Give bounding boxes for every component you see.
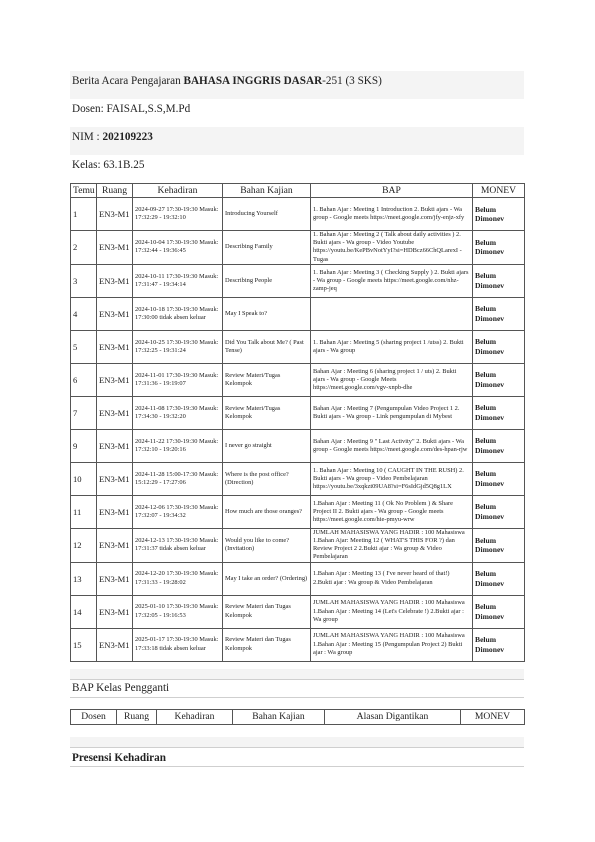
temu-cell: 10: [71, 462, 97, 495]
bahan-cell: Did You Talk about Me? ( Past Tense): [223, 330, 311, 363]
kehadiran-cell: 2024-10-11 17:30-19:30 Masuk: 17:31:47 - 19:34:14: [133, 264, 223, 297]
ruang-cell: EN3-M1: [97, 595, 133, 628]
bap-cell: 1. Bahan Ajar : Meeting 1 Introduction 2. Bukti ajars - Wa group - Google meets https://meet.google.com/jfy-enjz-xfy: [311, 198, 473, 231]
temu-cell: 15: [71, 628, 97, 661]
monev-cell: Belum Dimonev: [473, 330, 525, 363]
kehadiran-cell: 2024-12-13 17:30-19:30 Masuk: 17:31:37 tidak absen keluar: [133, 528, 223, 562]
ruang-cell: EN3-M1: [97, 264, 133, 297]
col-temu: Temu: [71, 184, 97, 198]
table-row: [71, 628, 525, 661]
dosen-line: [70, 99, 524, 127]
col-alasan-digantikan: Alasan Digantikan: [325, 710, 461, 725]
table-row: [71, 297, 525, 330]
kehadiran-cell: 2025-01-17 17:30-19:30 Masuk: 17:33:18 tidak absen keluar: [133, 628, 223, 661]
monev-cell: Belum Dimonev: [473, 595, 525, 628]
table-row: [71, 330, 525, 363]
kehadiran-cell: 2024-11-08 17:30-19:30 Masuk: 17:34:30 - 19:32:20: [133, 396, 223, 429]
monev-cell: Belum Dimonev: [473, 297, 525, 330]
section-divider: [70, 766, 524, 767]
kehadiran-cell: 2025-01-10 17:30-19:30 Masuk: 17:32:05 - 19:16:53: [133, 595, 223, 628]
monev-cell: Belum Dimonev: [473, 628, 525, 661]
bahan-cell: Where is the post office? (Direction): [223, 462, 311, 495]
kelas-label: Kelas:: [72, 159, 104, 171]
bahan-cell: Review Materi dan Tugas Kelompok: [223, 595, 311, 628]
ruang-cell: EN3-M1: [97, 396, 133, 429]
ruang-cell: EN3-M1: [97, 562, 133, 595]
bap-cell: JUMLAH MAHASISWA YANG HADIR : 100 Mahasiswa 1.Bahan Ajar : Meeting 14 (Let's Celebrate !) 2.Bukti ajar : Wa group: [311, 595, 473, 628]
temu-cell: 2: [71, 231, 97, 265]
kehadiran-cell: 2024-10-25 17:30-19:30 Masuk: 17:32:25 - 19:31:24: [133, 330, 223, 363]
bahan-cell: Introducing Yourself: [223, 198, 311, 231]
section-divider: [70, 747, 524, 748]
bap-cell: JUMLAH MAHASISWA YANG HADIR : 100 Mahasiswa 1.Bahan Ajar : Meeting 15 (Pengumpulan Project 2) Bukti ajar : Wa group: [311, 628, 473, 661]
table-row: [71, 231, 525, 265]
col-kehadiran: Kehadiran: [157, 710, 233, 725]
monev-cell: Belum Dimonev: [473, 562, 525, 595]
table-row: [71, 264, 525, 297]
col-monev: MONEV: [461, 710, 525, 725]
col-bahan-kajian: Bahan Kajian: [223, 184, 311, 198]
temu-cell: 4: [71, 297, 97, 330]
presensi-title: Presensi Kehadiran: [72, 752, 166, 764]
bap-pengganti-table: [70, 709, 525, 725]
section-divider: [70, 679, 524, 680]
monev-cell: Belum Dimonev: [473, 396, 525, 429]
bahan-cell: Describing People: [223, 264, 311, 297]
kehadiran-cell: 2024-12-06 17:30-19:30 Masuk: 17:32:07 - 19:34:32: [133, 495, 223, 528]
monev-cell: Belum Dimonev: [473, 264, 525, 297]
monev-cell: Belum Dimonev: [473, 495, 525, 528]
col-dosen: Dosen: [71, 710, 117, 725]
table-row: [71, 363, 525, 396]
ruang-cell: EN3-M1: [97, 528, 133, 562]
monev-cell: Belum Dimonev: [473, 528, 525, 562]
ruang-cell: EN3-M1: [97, 330, 133, 363]
bap-cell: 1.Bahan Ajar : Meeting 11 ( Ok No Problem ) & Share Project II 2. Bukti ajars - Wa group - Google meets https://meet.google.com/hie-pmyu-wrw: [311, 495, 473, 528]
section-divider: [70, 697, 524, 698]
bap-cell: 1. Bahan Ajar : Meeting 2 ( Talk about daily activities ) 2. Bukti ajars - Wa group - Video Youtube https://youtu.be/KePBvNotYyI?si=HDBcz66ChQLarexI - Tugas: [311, 231, 473, 265]
kehadiran-cell: 2024-09-27 17:30-19:30 Masuk: 17:32:29 - 19:32:10: [133, 198, 223, 231]
bap-cell: Bahan Ajar : Meeting 9 " Last Activity" 2. Bukti ajars - Wa group - Google meets https://meet.google.com/des-hpan-rjw: [311, 429, 473, 462]
table-row: [71, 198, 525, 231]
table-row: [71, 562, 525, 595]
bahan-cell: Review Materi/Tugas Kelompok: [223, 363, 311, 396]
col-ruang: Ruang: [97, 184, 133, 198]
kehadiran-cell: 2024-12-20 17:30-19:30 Masuk: 17:31:33 - 19:28:02: [133, 562, 223, 595]
bahan-cell: Review Materi dan Tugas Kelompok: [223, 628, 311, 661]
section-spacer: [70, 737, 524, 747]
bap-cell: JUMLAH MAHASISWA YANG HADIR : 100 Mahasiswa 1.Bahan Ajar: Meeting 12 ( WHAT'S THIS FOR ?) dan Review Project 2 2.Bukti ajar : Wa group & Video Pembelajaran: [311, 528, 473, 562]
kehadiran-cell: 2024-11-28 15:00-17:30 Masuk: 15:12:29 - 17:27:06: [133, 462, 223, 495]
table-row: [71, 429, 525, 462]
bahan-cell: Review Materi/Tugas Kelompok: [223, 396, 311, 429]
ruang-cell: EN3-M1: [97, 628, 133, 661]
kehadiran-cell: 2024-10-04 17:30-19:30 Masuk: 17:32:44 - 19:36:45: [133, 231, 223, 265]
temu-cell: 13: [71, 562, 97, 595]
monev-cell: Belum Dimonev: [473, 429, 525, 462]
ruang-cell: EN3-M1: [97, 231, 133, 265]
title-line: [70, 71, 524, 99]
temu-cell: 5: [71, 330, 97, 363]
dosen-value: FAISAL,S.S,M.Pd: [106, 103, 191, 115]
bap-table: [70, 183, 525, 662]
temu-cell: 14: [71, 595, 97, 628]
kehadiran-cell: 2024-11-22 17:30-19:30 Masuk: 17:32:10 - 19:20:16: [133, 429, 223, 462]
col-bahan-kajian: Bahan Kajian: [233, 710, 325, 725]
col-monev: MONEV: [473, 184, 525, 198]
ruang-cell: EN3-M1: [97, 363, 133, 396]
bahan-cell: Would you like to come?(Invitation): [223, 528, 311, 562]
bap-cell: 1.Bahan Ajar : Meeting 13 ( I've never heard of that!) 2.Bukti ajar : Wa group & Video Pembelajaran: [311, 562, 473, 595]
col-kehadiran: Kehadiran: [133, 184, 223, 198]
nim-line: [70, 127, 524, 155]
kehadiran-cell: 2024-11-01 17:30-19:30 Masuk: 17:31:36 - 19:19:07: [133, 363, 223, 396]
monev-cell: Belum Dimonev: [473, 231, 525, 265]
course-name: BAHASA INGGRIS DASAR: [183, 75, 323, 87]
ruang-cell: EN3-M1: [97, 198, 133, 231]
dosen-label: Dosen:: [72, 103, 107, 115]
nim-label: NIM :: [72, 131, 103, 143]
ruang-cell: EN3-M1: [97, 495, 133, 528]
temu-cell: 3: [71, 264, 97, 297]
bap-cell: 1. Bahan Ajar : Meeting 3 ( Checking Supply ) 2. Bukti ajars - Wa group - Google meets https://meet.google.com/nhz-zamp-jeq: [311, 264, 473, 297]
table-row: [71, 495, 525, 528]
table-row: [71, 396, 525, 429]
bap-pengganti-title: BAP Kelas Pengganti: [72, 682, 170, 694]
bap-cell: [311, 297, 473, 330]
bahan-cell: How much are those oranges?: [223, 495, 311, 528]
bahan-cell: I never go straight: [223, 429, 311, 462]
document-header: [70, 71, 524, 183]
temu-cell: 11: [71, 495, 97, 528]
ruang-cell: EN3-M1: [97, 297, 133, 330]
bap-table-header: [71, 184, 525, 198]
section-spacer: [70, 669, 524, 679]
bap-cell: Bahan Ajar : Meeting 6 (sharing project 1 / uts) 2. Bukti ajars - Wa group - Google Meets https://meet.google.com/vgv-xnpb-dhe: [311, 363, 473, 396]
table-row: [71, 462, 525, 495]
table-row: [71, 595, 525, 628]
kelas-line: [70, 155, 524, 183]
nim-value: 202109223: [102, 131, 153, 143]
ruang-cell: EN3-M1: [97, 462, 133, 495]
monev-cell: Belum Dimonev: [473, 462, 525, 495]
temu-cell: 12: [71, 528, 97, 562]
bahan-cell: May I Speak to?: [223, 297, 311, 330]
ruang-cell: EN3-M1: [97, 429, 133, 462]
bahan-cell: May I take an order? (Ordering): [223, 562, 311, 595]
table-row: [71, 528, 525, 562]
bap-cell: 1. Bahan Ajar : Meeting 10 ( CAUGHT IN THE RUSH) 2. Bukti ajars - Wa group - Video Pembelajaran https://youtu.be/3xqkzt09UA8?si=F6sIdGjd5Q8g1LX: [311, 462, 473, 495]
temu-cell: 1: [71, 198, 97, 231]
temu-cell: 6: [71, 363, 97, 396]
temu-cell: 9: [71, 429, 97, 462]
col-ruang: Ruang: [117, 710, 157, 725]
monev-cell: Belum Dimonev: [473, 198, 525, 231]
kehadiran-cell: 2024-10-18 17:30-19:30 Masuk: 17:30:00 tidak absen keluar: [133, 297, 223, 330]
bahan-cell: Describing Family: [223, 231, 311, 265]
bap-cell: Bahan Ajar : Meeting 7 (Pengumpulan Video Project 1 2. Bukti ajars - Wa group - Link pengumpulan di Mybest: [311, 396, 473, 429]
kelas-value: 63.1B.25: [103, 159, 145, 171]
monev-cell: Belum Dimonev: [473, 363, 525, 396]
bap-table-body: [71, 198, 525, 662]
col-bap: BAP: [311, 184, 473, 198]
title-prefix: Berita Acara Pengajaran: [72, 75, 184, 87]
bap-cell: 1. Bahan Ajar : Meeting 5 (sharing project 1 /utss) 2. Bukti ajars - Wa group: [311, 330, 473, 363]
temu-cell: 7: [71, 396, 97, 429]
title-suffix: -251 (3 SKS): [322, 75, 382, 87]
bap-pengganti-header: [71, 710, 525, 725]
